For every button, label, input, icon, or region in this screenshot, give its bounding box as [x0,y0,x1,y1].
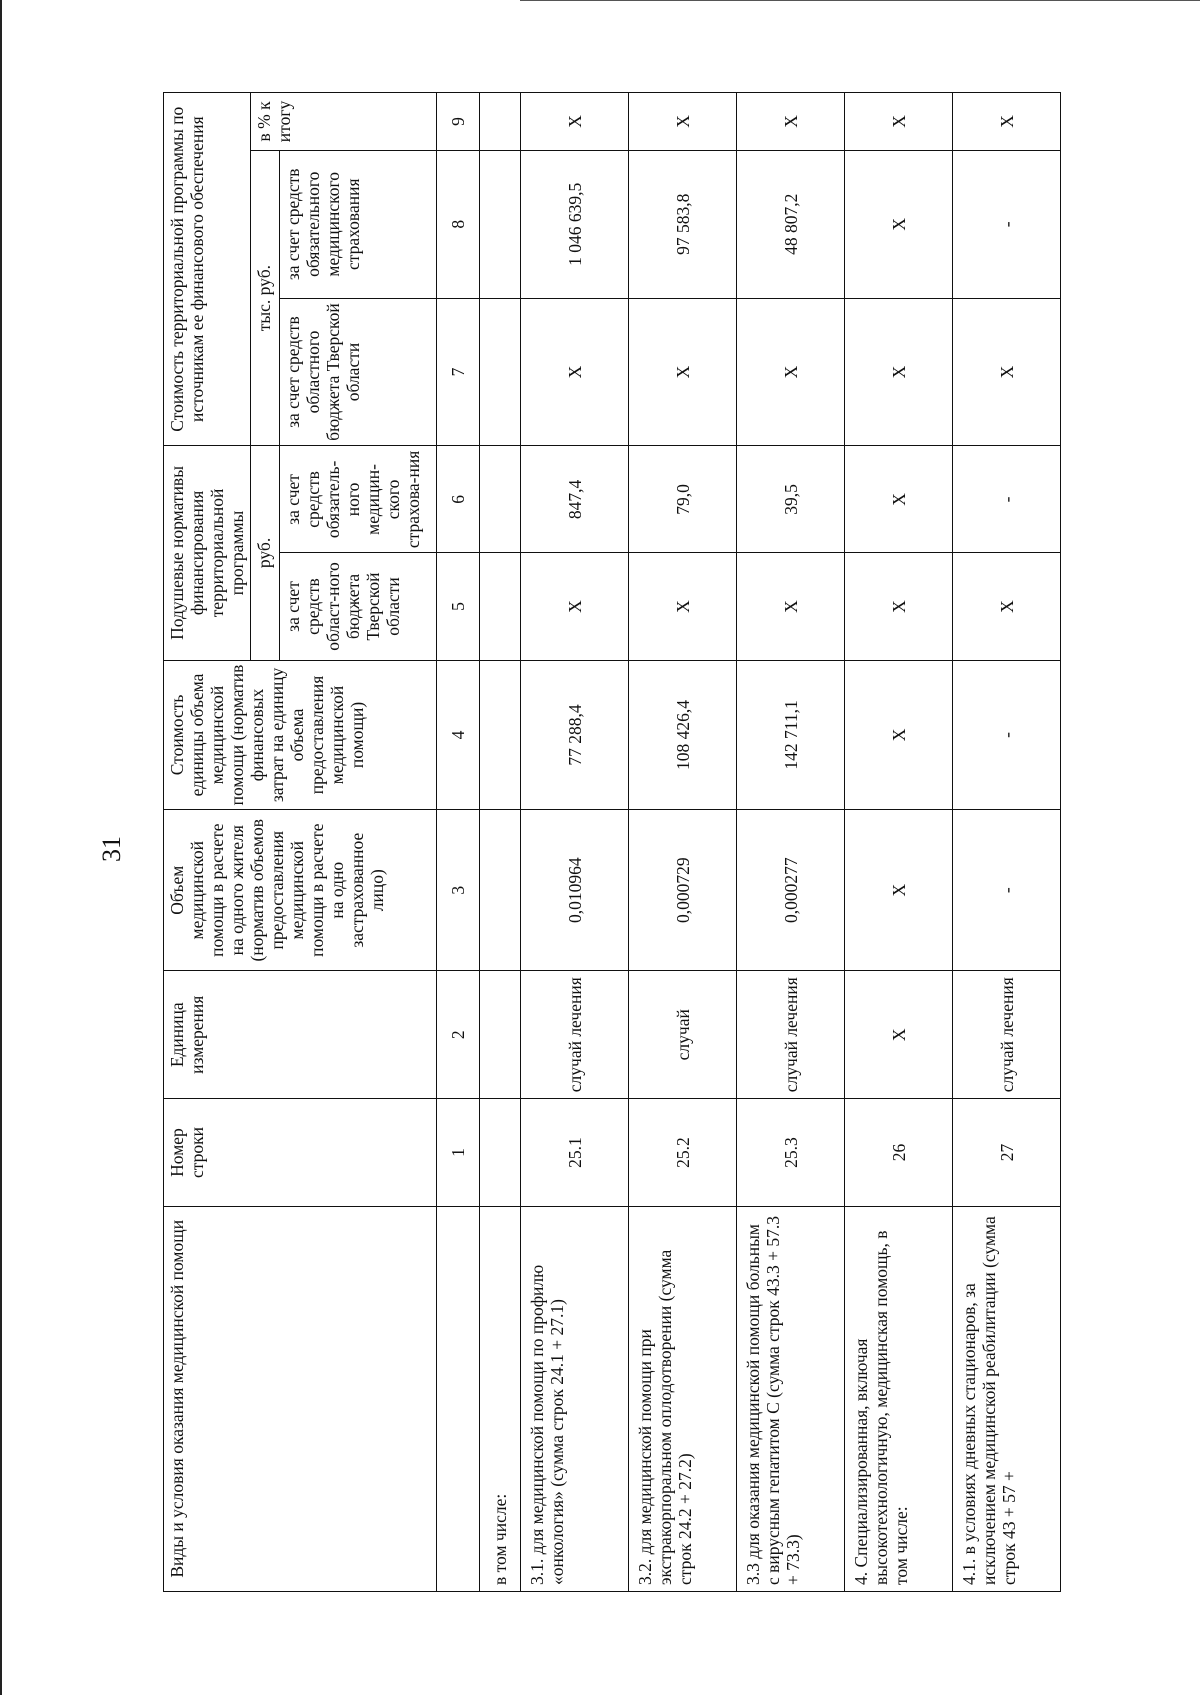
row-cost-oms: 48 807,2 [737,150,845,298]
row-percent: Х [737,93,845,151]
header-kinds: Виды и условия оказания медицинской помощи [164,1206,437,1591]
header-cost-unit: тыс. руб. [251,150,280,446]
row-volume: Х [845,810,953,971]
row-percent: Х [521,93,629,151]
row-cost-budget: Х [629,298,737,446]
row-cost-oms: 1 046 639,5 [521,150,629,298]
row-percent: Х [845,93,953,151]
row-name: 3.3 для оказания медицинской помощи больным с вирусным гепатитом С (сумма строк 43.3 + 57.3 + 73.3) [737,1206,845,1591]
header-percapita-unit: руб. [251,446,280,660]
header-percent-of-total: в % к итогу [251,93,437,151]
table-row [737,93,845,1592]
row-unit-cost: - [953,660,1061,810]
table-row [953,93,1061,1592]
column-number: 4 [437,660,480,810]
row-cost-budget: Х [737,298,845,446]
row-percapita-budget: Х [845,553,953,660]
row-volume: 0,000277 [737,810,845,971]
column-number: 9 [437,93,480,151]
column-number: 8 [437,150,480,298]
row-percapita-budget: Х [521,553,629,660]
table-row [629,93,737,1592]
row-line-number: 25.2 [629,1099,737,1206]
row-percapita-oms: 847,4 [521,446,629,553]
scan-edge-line [0,0,2,1695]
row-cost-oms: Х [845,150,953,298]
column-number: 7 [437,298,480,446]
row-cost-budget: Х [521,298,629,446]
rotated-table-container [163,92,1173,1592]
row-percent: Х [629,93,737,151]
header-unit-cost: Стоимость единицы объема медицинской помощи (норматив финансовых затрат на единицу объема предоставления медицинской помощи) [164,660,437,810]
column-number-row [437,93,480,1592]
row-unit: случай лечения [521,971,629,1099]
row-unit: случай лечения [953,971,1061,1099]
column-number: 3 [437,810,480,971]
row-name: 3.1. для медицинской помощи по профилю «онкология» (сумма строк 24.1 + 27.1) [521,1206,629,1591]
table-row [845,93,953,1592]
row-percent: Х [953,93,1061,151]
header-percapita-oms: за счет средств обязатель-ного медицин-ского страхова-ния [280,446,437,553]
column-number [437,1206,480,1591]
row-volume: 0,010964 [521,810,629,971]
table-row [521,93,629,1592]
page-number: 31 [97,836,126,862]
row-line-number: 25.3 [737,1099,845,1206]
row-percapita-oms: - [953,446,1061,553]
row-unit-cost: 77 288,4 [521,660,629,810]
row-line-number: 25.1 [521,1099,629,1206]
row-unit: случай лечения [737,971,845,1099]
column-number: 1 [437,1099,480,1206]
row-line-number: 26 [845,1099,953,1206]
header-percapita-group: Подушевые нормативы финансирования территориальной программы [164,446,251,660]
row-percapita-budget: Х [737,553,845,660]
row-cost-oms: 97 583,8 [629,150,737,298]
column-number: 2 [437,971,480,1099]
header-cost-budget: за счет средств областного бюджета Тверской области [280,298,437,446]
row-volume: 0,000729 [629,810,737,971]
row-unit: случай [629,971,737,1099]
financing-table [163,92,1061,1592]
row-line-number: 27 [953,1099,1061,1206]
row-percapita-oms: Х [845,446,953,553]
header-line-number: Номер строки [164,1099,437,1206]
header-volume: Объем медицинской помощи в расчете на одного жителя (норматив объемов предоставления медицинской помощи в расчете на одно застрахованное лицо) [164,810,437,971]
row-unit-cost: 142 711,1 [737,660,845,810]
row-percapita-oms: 39,5 [737,446,845,553]
row-percapita-budget: Х [629,553,737,660]
column-number: 5 [437,553,480,660]
row-cost-budget: Х [845,298,953,446]
scan-edge-line [520,0,1200,1]
row-unit-cost: Х [845,660,953,810]
header-cost-oms: за счет средств обязательного медицинского страхования [280,150,437,298]
row-name: 4. Специализированная, включая высокотехнологичную, медицинская помощь, в том числе: [845,1206,953,1591]
including-row [480,93,521,1592]
including-label: в том числе: [480,1206,521,1591]
row-name: 3.2. для медицинской помощи при экстракорпоральном оплодотворении (сумма строк 24.2 + 27.2) [629,1206,737,1591]
column-number: 6 [437,446,480,553]
row-percapita-budget: Х [953,553,1061,660]
header-percapita-budget: за счет средств област-ного бюджета Тверской области [280,553,437,660]
row-volume: - [953,810,1061,971]
row-name: 4.1. в условиях дневных стационаров, за исключением медицинской реабилитации (сумма строк 43 + 57 + [953,1206,1061,1591]
row-unit-cost: 108 426,4 [629,660,737,810]
row-percapita-oms: 79,0 [629,446,737,553]
row-cost-budget: Х [953,298,1061,446]
row-cost-oms: - [953,150,1061,298]
header-cost-group: Стоимость территориальной программы по источникам ее финансового обеспечения [164,93,251,446]
row-unit: Х [845,971,953,1099]
header-unit: Единица измерения [164,971,437,1099]
